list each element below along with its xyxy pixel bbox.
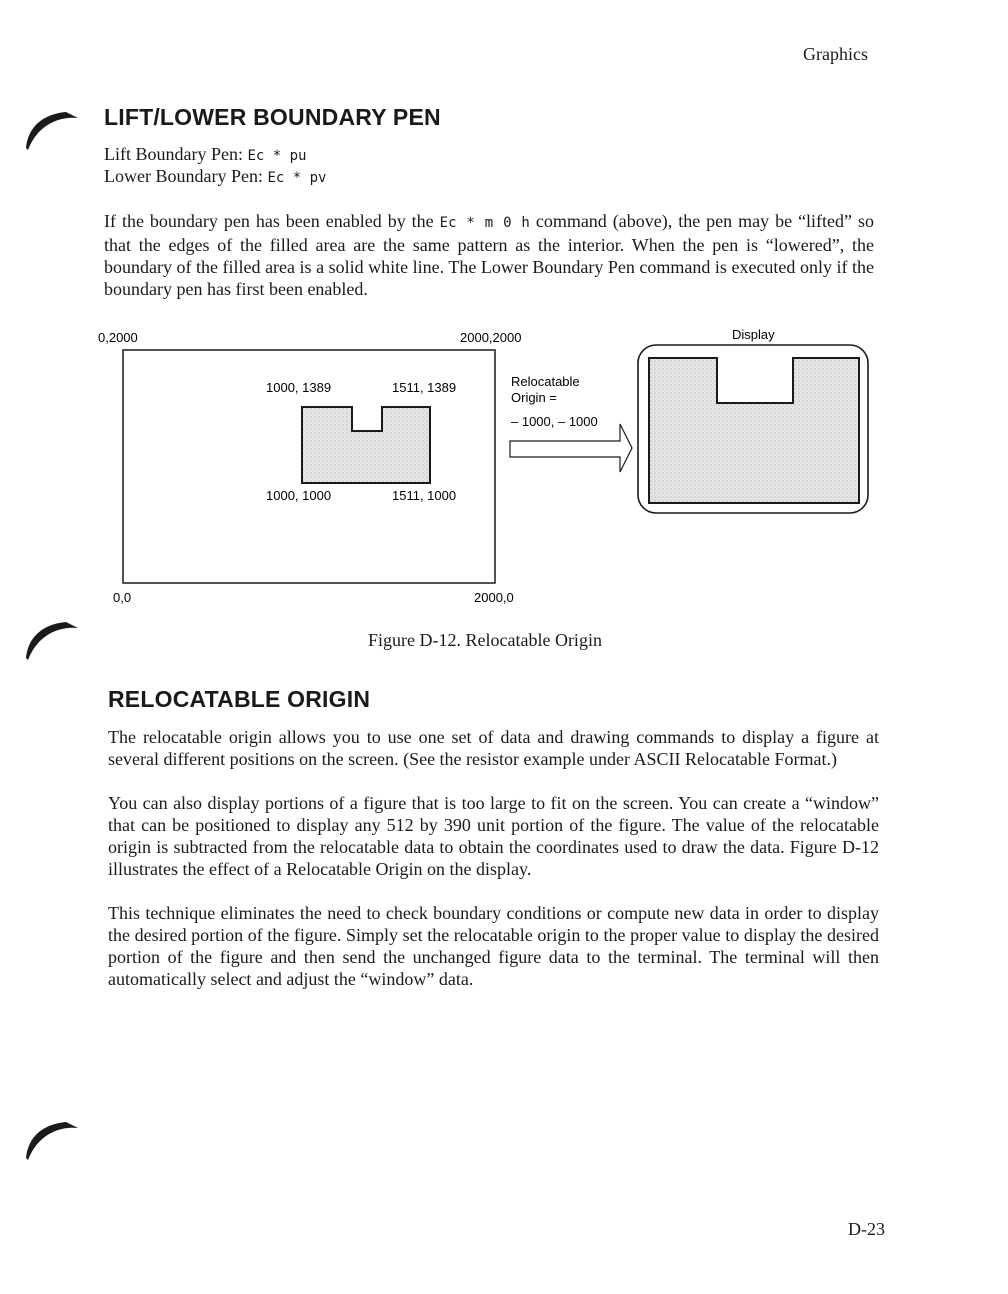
shape-label-bottom-left: 1000, 1000 xyxy=(266,488,332,503)
paragraph-text: If the boundary pen has been enabled by the xyxy=(104,211,434,231)
inline-code: Ec * m 0 h xyxy=(439,215,530,231)
paragraph-text: command (above), the pen may be “lifted” so that the edges of the filled area are the same pattern as the interior. When the pen is “lowered”, the boundary of the filled area is a solid white line. The Lower Boundary Pen command is executed only if the boundary pen has first been enabled. xyxy=(104,211,875,299)
running-head: Graphics xyxy=(803,44,868,64)
origin-label-line2: Origin = xyxy=(511,390,557,405)
paragraph: This technique eliminates the need to check boundary conditions or compute new data in order to display the desired portion of the figure. Simply set the relocatable origin to the proper value to display the desired portion of the figure and then send the unchanged figure data to the terminal. The terminal will then automatically select and adjust the “window” data. xyxy=(108,903,879,989)
origin-label-line1: Relocatable xyxy=(511,374,580,389)
margin-mark-icon xyxy=(22,1118,82,1162)
section-title: RELOCATABLE ORIGIN xyxy=(108,686,371,712)
filled-figure-shape xyxy=(302,407,430,483)
section-title: LIFT/LOWER BOUNDARY PEN xyxy=(104,104,441,130)
lower-pen-command xyxy=(104,165,326,189)
lift-pen-command xyxy=(104,143,307,167)
corner-label-bottom-right: 2000,0 xyxy=(474,590,514,605)
boundary-pen-paragraph xyxy=(104,210,874,300)
relocatable-origin-figure xyxy=(90,320,890,620)
shape-label-top-left: 1000, 1389 xyxy=(266,380,332,395)
lower-pen-label: Lower Boundary Pen: xyxy=(104,166,263,186)
origin-value-label: – 1000, – 1000 xyxy=(511,414,598,429)
lift-pen-label: Lift Boundary Pen: xyxy=(104,144,243,164)
arrow-icon xyxy=(510,424,632,472)
display-label: Display xyxy=(732,327,775,342)
figure-caption: Figure D-12. Relocatable Origin xyxy=(368,630,602,650)
page-number: D-23 xyxy=(848,1219,885,1239)
relocatable-origin-body xyxy=(108,726,879,1012)
shape-label-top-right: 1511, 1389 xyxy=(392,380,457,395)
margin-mark-icon xyxy=(22,108,82,152)
margin-mark-icon xyxy=(22,618,82,662)
lift-pen-code: Ec * pu xyxy=(247,148,307,164)
corner-label-top-right: 2000,2000 xyxy=(460,330,522,345)
paragraph: You can also display portions of a figure that is too large to fit on the screen. You can create a “window” that can be positioned to display any 512 by 390 unit portion of the figure. The value of the relocatable origin is subtracted from the relocatable data to obtain the coordinates used to draw the data. Figure D-12 illustrates the effect of a Relocatable Origin on the display. xyxy=(108,793,879,879)
lower-pen-code: Ec * pv xyxy=(267,170,327,186)
paragraph: The relocatable origin allows you to use one set of data and drawing commands to display a figure at several different positions on the screen. (See the resistor example under ASCII Relocatable Format.) xyxy=(108,727,879,769)
shape-label-bottom-right: 1511, 1000 xyxy=(392,488,457,503)
corner-label-top-left: 0,2000 xyxy=(98,330,138,345)
corner-label-bottom-left: 0,0 xyxy=(113,590,132,605)
